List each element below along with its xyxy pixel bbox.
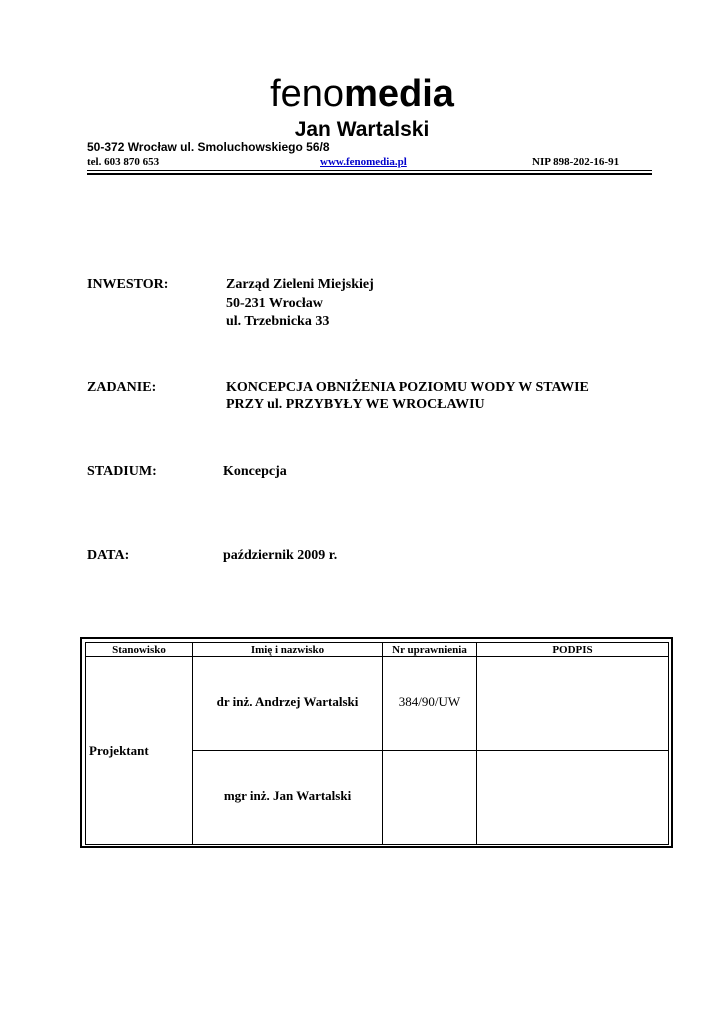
- company-logo: [0, 72, 724, 116]
- company-address: 50-372 Wrocław ul. Smoluchowskiego 56/8: [87, 140, 330, 154]
- header-position: Stanowisko: [86, 643, 193, 657]
- role-cell: [86, 657, 193, 845]
- header-divider-thick: [87, 173, 652, 175]
- investor-street: ul. Trzebnicka 33: [226, 314, 330, 329]
- tax-id: NIP 898-202-16-91: [532, 156, 620, 168]
- table-header-row: [86, 643, 669, 657]
- signature-cell: [477, 657, 669, 751]
- website-link[interactable]: www.fenomedia.pl: [320, 156, 407, 168]
- task-line-2: PRZY ul. PRZYBYŁY WE WROCŁAWIU: [226, 397, 485, 412]
- stage-label: STADIUM:: [87, 464, 157, 479]
- license-cell: [383, 751, 477, 845]
- designer-name-1: dr inż. Andrzej Wartalski: [216, 693, 359, 709]
- date-label: DATA:: [87, 548, 130, 563]
- table-row: [86, 657, 669, 751]
- task-label: ZADANIE:: [87, 380, 157, 395]
- header-name: Imię i nazwisko: [193, 643, 383, 657]
- stage-value: Koncepcja: [223, 464, 287, 479]
- role-projektant: Projektant: [89, 742, 149, 758]
- header-divider-thin: [87, 170, 652, 171]
- header-signature: PODPIS: [477, 643, 669, 657]
- signature-cell: [477, 751, 669, 845]
- license-cell: [383, 657, 477, 751]
- task-line-1: KONCEPCJA OBNIŻENIA POZIOMU WODY W STAWIE: [226, 380, 589, 395]
- logo-text-feno: feno: [270, 73, 345, 115]
- owner-name: Jan Wartalski: [294, 118, 430, 141]
- header-license: Nr uprawnienia: [383, 643, 477, 657]
- investor-city: 50-231 Wrocław: [226, 296, 323, 311]
- license-number-1: 384/90/UW: [398, 693, 461, 709]
- phone-number: tel. 603 870 653: [87, 156, 160, 168]
- investor-name: Zarząd Zieleni Miejskiej: [226, 277, 374, 292]
- signature-table: [80, 637, 673, 848]
- name-cell: [193, 751, 383, 845]
- investor-label: INWESTOR:: [87, 277, 169, 292]
- designer-name-2: mgr inż. Jan Wartalski: [223, 787, 352, 803]
- date-value: październik 2009 r.: [223, 548, 338, 563]
- logo-text-media: media: [344, 73, 454, 115]
- name-cell: [193, 657, 383, 751]
